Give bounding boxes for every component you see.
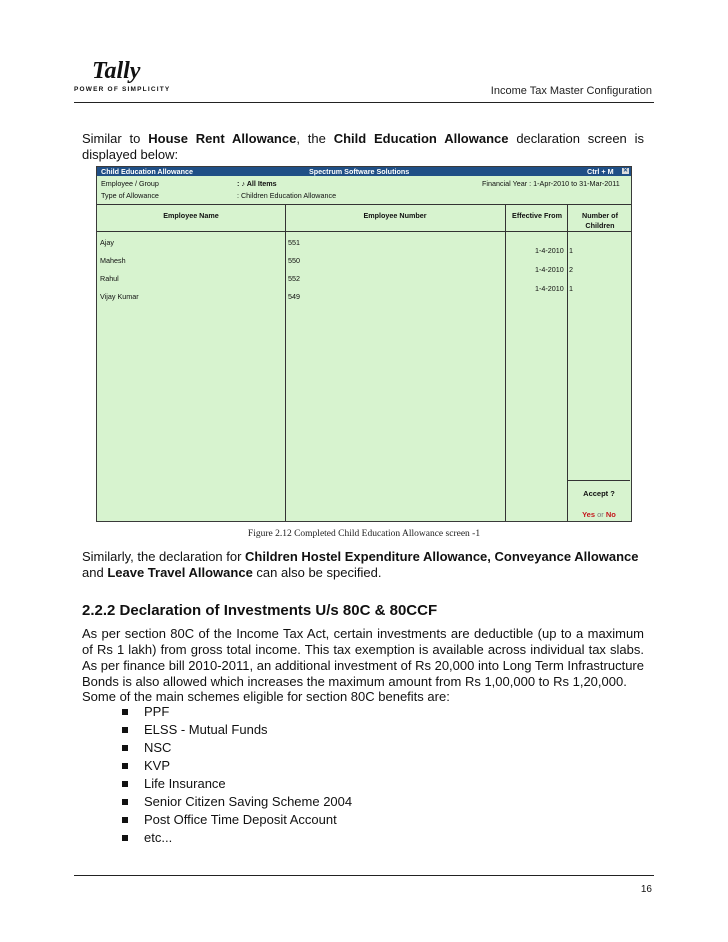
similarly-bold-2: Leave Travel Allowance bbox=[107, 565, 253, 580]
logo-mark: Tally bbox=[92, 58, 141, 84]
schemes-intro: Some of the main schemes eligible for section 80C benefits are: bbox=[82, 689, 450, 704]
row-name[interactable]: Mahesh bbox=[100, 256, 126, 265]
col-divider-3 bbox=[567, 204, 568, 480]
section-paragraph: As per section 80C of the Income Tax Act, certain investments are deductible (up to a maximum of Rs 1 lakh) from gross total income. This tax exemption is available across individual tax slabs. As per finance bill 2010-2011, an additional investment of Rs 20,000 into Long Term Infrastructure Bonds is also allowed which increases the maximum amount from Rs 1,00,000 to Rs 1,20,000. bbox=[82, 626, 644, 689]
yes-button[interactable]: Yes bbox=[582, 510, 596, 519]
screen-titlebar bbox=[97, 167, 631, 176]
row-effective[interactable]: 1-4-2010 bbox=[535, 265, 564, 274]
intro-text-1: Similar to bbox=[82, 131, 149, 146]
employee-group-value[interactable]: : ♪ All Items bbox=[237, 179, 277, 188]
row-name[interactable]: Vijay Kumar bbox=[100, 292, 139, 301]
col-employee-name: Employee Name bbox=[163, 211, 219, 220]
col-children-line2: Children bbox=[585, 221, 615, 230]
footer-rule bbox=[74, 875, 654, 876]
similarly-bold-1: Children Hostel Expenditure Allowance, Conveyance Allowance bbox=[245, 549, 639, 564]
row-name[interactable]: Ajay bbox=[100, 238, 114, 247]
row-name[interactable]: Rahul bbox=[100, 274, 119, 283]
row-number[interactable]: 552 bbox=[288, 274, 300, 283]
list-item-label: NSC bbox=[144, 740, 172, 755]
logo-tagline: POWER OF SIMPLICITY bbox=[74, 86, 171, 93]
bullet-icon bbox=[122, 799, 128, 805]
allowance-type-label: Type of Allowance bbox=[101, 191, 159, 200]
col-employee-number: Employee Number bbox=[363, 211, 427, 220]
intro-paragraph bbox=[82, 131, 644, 163]
running-header-title: Income Tax Master Configuration bbox=[490, 85, 652, 97]
col-divider-1 bbox=[285, 204, 286, 521]
shortcut-label: Ctrl + M bbox=[587, 167, 614, 176]
close-icon[interactable]: ✕ bbox=[622, 168, 629, 174]
accept-or: or bbox=[597, 510, 604, 519]
screen-title: Child Education Allowance bbox=[101, 167, 193, 176]
row-children[interactable]: 1 bbox=[569, 284, 573, 293]
row-effective[interactable]: 1-4-2010 bbox=[535, 284, 564, 293]
header-rule bbox=[74, 102, 654, 103]
bullet-icon bbox=[122, 835, 128, 841]
figure-caption: Figure 2.12 Completed Child Education Allowance screen -1 bbox=[247, 529, 481, 539]
col-children-line1: Number of bbox=[582, 211, 618, 220]
allowance-type-value[interactable]: : Children Education Allowance bbox=[237, 191, 337, 200]
intro-bold-1: House Rent Allowance bbox=[148, 131, 297, 146]
similarly-paragraph bbox=[82, 549, 644, 581]
employee-group-label: Employee / Group bbox=[101, 179, 159, 188]
list-item-label: Post Office Time Deposit Account bbox=[144, 812, 337, 827]
col-effective-from: Effective From bbox=[512, 211, 562, 220]
bullet-icon bbox=[122, 763, 128, 769]
similarly-text-3: can also be specified. bbox=[252, 565, 382, 580]
bullet-icon bbox=[122, 817, 128, 823]
intro-text-2: , the bbox=[296, 131, 334, 146]
col-divider-2 bbox=[505, 204, 506, 521]
list-item-label: Life Insurance bbox=[144, 776, 226, 791]
list-item-label: KVP bbox=[144, 758, 171, 773]
intro-bold-2: Child Education Allowance bbox=[333, 131, 509, 146]
row-children[interactable]: 1 bbox=[569, 246, 573, 255]
section-heading: 2.2.2 Declaration of Investments U/s 80C & 80CCF bbox=[82, 602, 438, 619]
accept-dialog bbox=[567, 480, 630, 521]
tally-logo bbox=[74, 58, 184, 98]
intro-text-3: declaration screen is displayed below: bbox=[82, 131, 644, 162]
page-number: 16 bbox=[640, 884, 652, 895]
bullet-icon bbox=[122, 745, 128, 751]
bullet-icon bbox=[122, 709, 128, 715]
header-divider bbox=[97, 204, 631, 205]
row-children[interactable]: 2 bbox=[569, 265, 573, 274]
list-item-label: etc... bbox=[144, 830, 173, 845]
no-button[interactable]: No bbox=[605, 510, 616, 519]
accept-options bbox=[568, 510, 630, 519]
financial-year: Financial Year : 1-Apr-2010 to 31-Mar-2011 bbox=[482, 179, 620, 188]
similarly-text-1: Similarly, the declaration for bbox=[82, 549, 246, 564]
list-item-label: Senior Citizen Saving Scheme 2004 bbox=[144, 794, 353, 809]
bullet-icon bbox=[122, 781, 128, 787]
row-effective[interactable]: 1-4-2010 bbox=[535, 246, 564, 255]
similarly-text-2: and bbox=[82, 565, 108, 580]
bullet-icon bbox=[122, 727, 128, 733]
row-number[interactable]: 551 bbox=[288, 238, 300, 247]
column-header-divider bbox=[97, 231, 631, 232]
tally-screen bbox=[96, 166, 632, 522]
company-name: Spectrum Software Solutions bbox=[309, 167, 410, 176]
row-number[interactable]: 549 bbox=[288, 292, 300, 301]
list-item-label: ELSS - Mutual Funds bbox=[144, 722, 268, 737]
accept-title: Accept ? bbox=[583, 489, 615, 498]
row-number[interactable]: 550 bbox=[288, 256, 300, 265]
list-item-label: PPF bbox=[144, 704, 170, 719]
